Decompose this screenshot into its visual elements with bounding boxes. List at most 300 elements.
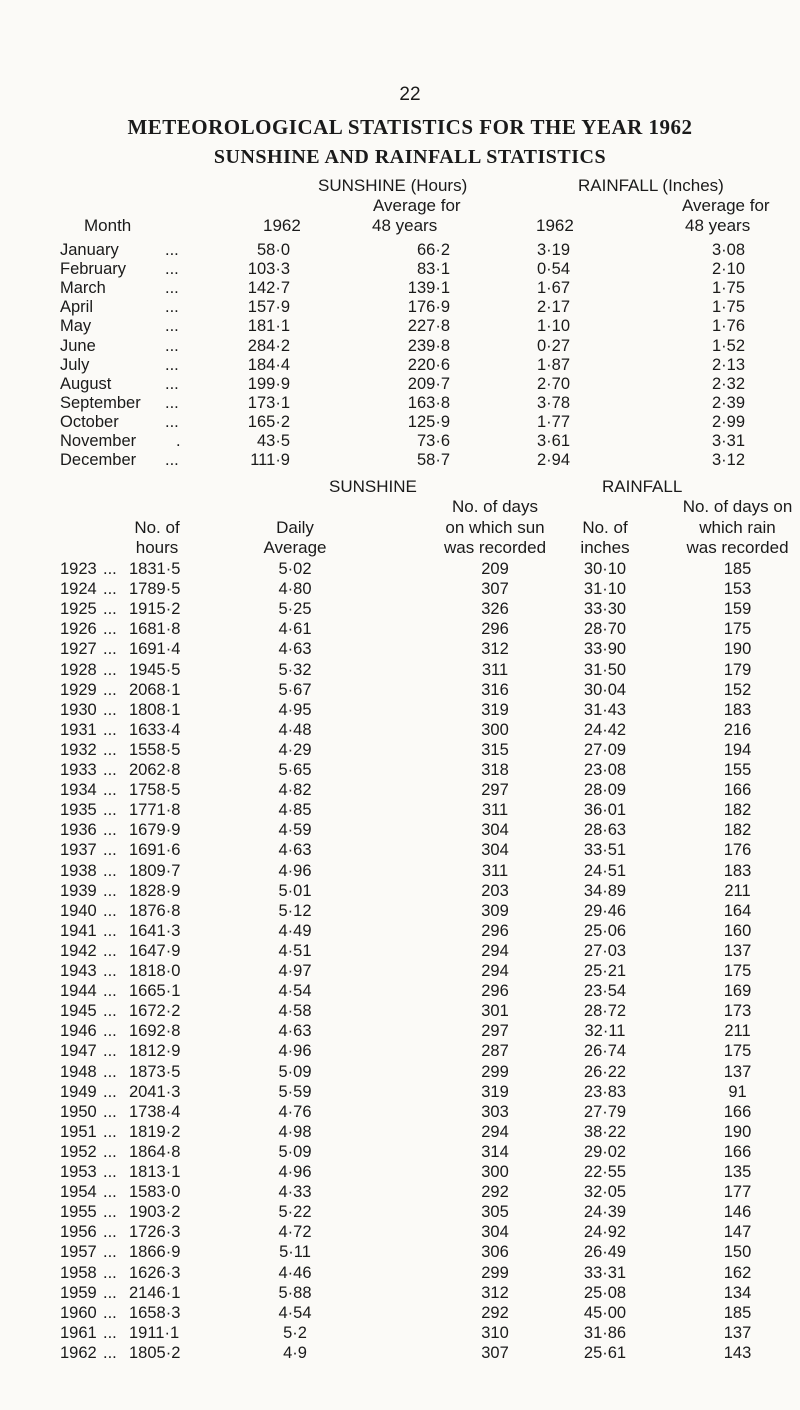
rainfall-1962-value: 3·19 — [536, 241, 570, 259]
rainfall-inches-value: 26·74 — [583, 1042, 627, 1061]
rain-days-value: 182 — [723, 821, 752, 840]
month-name: February — [60, 260, 127, 279]
year-label: 1933 — [60, 761, 97, 779]
rainfall-inches-value: 32·05 — [583, 1183, 627, 1202]
year-label: 1925 — [60, 600, 97, 619]
sun-days-value: 209 — [481, 560, 509, 578]
sunshine-hours-value: 1691·4 — [129, 640, 181, 659]
sunshine-average-value: 66·2 — [416, 241, 450, 259]
month-name: December — [60, 451, 137, 470]
monthly-sun-avg-header-bottom: 48 years — [372, 216, 438, 235]
leader-dots: ... — [103, 1343, 117, 1362]
sun-days-value: 203 — [481, 881, 509, 900]
sun-days-value: 316 — [481, 680, 509, 699]
leader-dots: ... — [103, 1303, 117, 1322]
rain-days-value: 155 — [723, 761, 752, 779]
sunshine-hours-value: 2062·8 — [129, 761, 181, 779]
leader-dots: ... — [103, 1002, 117, 1021]
rainfall-inches-value: 25·21 — [583, 962, 627, 980]
sunshine-hours-value: 1692·8 — [129, 1022, 181, 1041]
annual-rain-days-header-1: No. of days on — [682, 497, 793, 516]
sunshine-1962-value: 58·0 — [256, 241, 290, 259]
leader-dots: ... — [103, 1042, 117, 1061]
leader-dots: ... — [103, 1283, 117, 1302]
sunshine-hours-value: 1828·9 — [129, 881, 181, 900]
sunshine-hours-value: 1641·3 — [129, 921, 181, 940]
rainfall-1962-value: 0·54 — [536, 260, 570, 279]
rainfall-inches-value: 22·55 — [583, 1163, 627, 1181]
sun-days-value: 311 — [481, 861, 509, 880]
sunshine-hours-value: 1873·5 — [129, 1062, 181, 1081]
rain-days-value: 146 — [723, 1203, 752, 1222]
rain-days-value: 194 — [723, 740, 752, 759]
rain-days-value: 137 — [723, 1062, 752, 1081]
year-label: 1931 — [60, 720, 97, 739]
rainfall-average-value: 2·39 — [711, 393, 745, 412]
sunshine-1962-value: 43·5 — [256, 432, 290, 450]
annual-hours-header-1: No. of — [134, 518, 180, 537]
sunshine-hours-value: 1809·7 — [129, 861, 181, 880]
year-label: 1946 — [60, 1022, 97, 1041]
leader-dots: ... — [165, 279, 179, 298]
rainfall-average-value: 2·10 — [711, 260, 745, 279]
sunshine-hours-value: 1691·6 — [129, 841, 181, 860]
leader-dots: ... — [103, 620, 117, 639]
rainfall-inches-value: 33·51 — [583, 841, 627, 860]
daily-average-value: 4·76 — [278, 1102, 312, 1121]
daily-average-value: 4·96 — [278, 861, 312, 880]
rainfall-inches-value: 25·61 — [583, 1343, 627, 1362]
leader-dots: ... — [103, 1102, 117, 1121]
rainfall-average-value: 1·76 — [711, 317, 745, 336]
sunshine-average-value: 83·1 — [416, 260, 450, 279]
sun-days-value: 292 — [481, 1303, 509, 1322]
rainfall-1962-value: 2·94 — [536, 451, 570, 470]
sun-days-value: 304 — [481, 841, 509, 860]
sunshine-hours-value: 1738·4 — [129, 1102, 181, 1121]
annual-inches-header-2: inches — [580, 538, 630, 557]
year-label: 1928 — [60, 660, 97, 679]
rain-days-value: 173 — [723, 1002, 752, 1021]
annual-sun-days-header-3: was recorded — [443, 538, 547, 557]
leader-dots: ... — [165, 317, 179, 336]
rain-days-value: 166 — [723, 1102, 752, 1121]
year-label: 1951 — [60, 1122, 97, 1141]
leader-dots: ... — [103, 921, 117, 940]
leader-dots: ... — [103, 1223, 117, 1242]
leader-dots: ... — [103, 580, 117, 599]
sun-days-value: 301 — [481, 1002, 509, 1021]
year-label: 1949 — [60, 1082, 97, 1101]
rainfall-inches-value: 24·51 — [583, 861, 627, 880]
daily-average-value: 4·97 — [278, 962, 312, 980]
year-label: 1945 — [60, 1002, 97, 1021]
rainfall-1962-value: 1·10 — [536, 317, 570, 336]
rainfall-average-value: 2·32 — [711, 374, 745, 393]
daily-average-value: 4·46 — [278, 1263, 312, 1282]
daily-average-value: 5·32 — [278, 660, 312, 679]
sun-days-value: 296 — [481, 921, 509, 940]
rainfall-inches-value: 28·63 — [583, 821, 627, 840]
rain-days-value: 183 — [723, 861, 752, 880]
daily-average-value: 5·65 — [278, 761, 312, 779]
daily-average-value: 5·88 — [278, 1283, 312, 1302]
monthly-sun-1962-header: 1962 — [263, 216, 301, 235]
rainfall-inches-value: 27·03 — [583, 941, 627, 960]
year-label: 1943 — [60, 962, 97, 980]
sun-days-value: 312 — [481, 1283, 509, 1302]
leader-dots: ... — [103, 1062, 117, 1081]
rainfall-average-value: 1·75 — [711, 298, 745, 317]
rainfall-inches-value: 24·42 — [583, 720, 627, 739]
rainfall-inches-value: 23·08 — [583, 761, 627, 779]
rain-days-value: 135 — [723, 1163, 752, 1181]
year-label: 1930 — [60, 700, 97, 719]
rain-days-value: 150 — [723, 1243, 752, 1262]
year-label: 1939 — [60, 881, 97, 900]
sun-days-value: 309 — [481, 901, 509, 920]
leader-dots: ... — [165, 298, 179, 317]
annual-hours-header-2: hours — [135, 538, 179, 557]
sunshine-average-value: 239·8 — [407, 336, 450, 355]
sunshine-hours-value: 1818·0 — [129, 962, 181, 980]
sunshine-1962-value: 103·3 — [247, 260, 290, 279]
leader-dots: . — [176, 432, 181, 450]
sunshine-average-value: 209·7 — [407, 374, 450, 393]
rainfall-inches-value: 31·43 — [583, 700, 627, 719]
rainfall-inches-value: 27·09 — [583, 740, 627, 759]
sunshine-1962-value: 184·4 — [247, 355, 290, 374]
daily-average-value: 4·54 — [278, 1303, 312, 1322]
leader-dots: ... — [103, 1203, 117, 1222]
leader-dots: ... — [103, 1122, 117, 1141]
sunshine-hours-value: 1805·2 — [129, 1343, 181, 1362]
year-label: 1956 — [60, 1223, 97, 1242]
month-name: May — [60, 317, 92, 336]
leader-dots: ... — [103, 740, 117, 759]
year-label: 1947 — [60, 1042, 97, 1061]
page-title: METEOROLOGICAL STATISTICS FOR THE YEAR 1962 — [127, 115, 693, 139]
rainfall-inches-value: 32·11 — [584, 1022, 626, 1041]
rain-days-value: 177 — [723, 1183, 752, 1202]
year-label: 1952 — [60, 1142, 97, 1161]
sunshine-hours-value: 1758·5 — [129, 781, 181, 800]
sunshine-hours-value: 1726·3 — [129, 1223, 181, 1242]
rainfall-1962-value: 1·87 — [536, 355, 570, 374]
sunshine-hours-value: 1658·3 — [129, 1303, 181, 1322]
sunshine-1962-value: 157·9 — [247, 298, 290, 317]
rainfall-inches-value: 23·54 — [583, 982, 627, 1001]
sunshine-hours-value: 2041·3 — [129, 1082, 181, 1101]
rain-days-value: 137 — [723, 1323, 752, 1342]
sunshine-hours-value: 1583·0 — [129, 1183, 181, 1202]
rain-days-value: 175 — [723, 962, 752, 980]
daily-average-value: 4·82 — [278, 781, 312, 800]
year-label: 1937 — [60, 841, 97, 860]
monthly-rain-avg-header-top: Average for — [682, 196, 770, 215]
daily-average-value: 5·25 — [278, 600, 312, 619]
rainfall-inches-value: 31·10 — [583, 580, 627, 599]
year-label: 1936 — [60, 821, 97, 840]
daily-average-value: 5·11 — [279, 1243, 311, 1262]
leader-dots: ... — [103, 821, 117, 840]
rainfall-inches-value: 24·92 — [583, 1223, 627, 1242]
daily-average-value: 4·85 — [278, 801, 312, 820]
daily-average-value: 4·51 — [278, 941, 312, 960]
year-label: 1948 — [60, 1062, 97, 1081]
sun-days-value: 299 — [481, 1062, 509, 1081]
daily-average-value: 4·48 — [278, 720, 312, 739]
sun-days-value: 304 — [481, 1223, 509, 1242]
annual-sun-days-header-2: on which sun — [445, 518, 545, 537]
sunshine-hours-value: 1915·2 — [129, 600, 181, 619]
leader-dots: ... — [103, 1243, 117, 1262]
leader-dots: ... — [103, 680, 117, 699]
sunshine-1962-value: 199·9 — [247, 374, 290, 393]
rainfall-inches-value: 36·01 — [583, 801, 627, 820]
sunshine-average-value: 176·9 — [407, 298, 450, 317]
leader-dots: ... — [103, 1022, 117, 1041]
sunshine-hours-value: 1789·5 — [129, 580, 181, 599]
year-label: 1955 — [60, 1203, 97, 1222]
leader-dots: ... — [103, 1183, 117, 1202]
sun-days-value: 326 — [481, 600, 509, 619]
annual-rain-days-header-3: was recorded — [686, 538, 789, 557]
sunshine-1962-value: 165·2 — [247, 412, 290, 431]
sunshine-hours-value: 1626·3 — [129, 1263, 181, 1282]
year-label: 1929 — [60, 680, 97, 699]
year-label: 1935 — [60, 801, 97, 820]
rain-days-value: 152 — [723, 680, 752, 699]
sunshine-average-value: 220·6 — [407, 355, 450, 374]
leader-dots: ... — [103, 720, 117, 739]
monthly-sunshine-group-header: SUNSHINE (Hours) — [318, 176, 468, 195]
leader-dots: ... — [103, 640, 117, 659]
sunshine-hours-value: 1864·8 — [129, 1142, 181, 1161]
sun-days-value: 319 — [481, 700, 509, 719]
sun-days-value: 307 — [481, 1343, 509, 1362]
month-name: September — [60, 393, 141, 412]
daily-average-value: 4·63 — [278, 841, 312, 860]
leader-dots: ... — [103, 861, 117, 880]
sun-days-value: 312 — [481, 640, 509, 659]
rain-days-value: 143 — [723, 1343, 752, 1362]
daily-average-value: 5·2 — [283, 1323, 307, 1342]
rainfall-inches-value: 26·22 — [583, 1062, 627, 1081]
sun-days-value: 297 — [481, 1022, 509, 1041]
leader-dots: ... — [103, 600, 117, 619]
year-label: 1962 — [60, 1343, 97, 1362]
rainfall-1962-value: 3·78 — [536, 393, 570, 412]
daily-average-value: 5·12 — [278, 901, 312, 920]
rain-days-value: 175 — [723, 1042, 752, 1061]
rain-days-value: 153 — [723, 580, 752, 599]
sun-days-value: 303 — [481, 1102, 509, 1121]
monthly-rain-1962-header: 1962 — [536, 216, 574, 235]
annual-rainfall-group-header: RAINFALL — [602, 477, 683, 496]
sunshine-hours-value: 1876·8 — [129, 901, 181, 920]
year-label: 1927 — [60, 640, 97, 659]
rainfall-average-value: 3·08 — [711, 241, 745, 259]
rainfall-inches-value: 33·30 — [583, 600, 627, 619]
rainfall-inches-value: 28·09 — [583, 781, 627, 800]
daily-average-value: 4·98 — [278, 1122, 312, 1141]
rain-days-value: 211 — [724, 881, 751, 900]
rainfall-1962-value: 2·70 — [536, 374, 570, 393]
daily-average-value: 4·49 — [278, 921, 312, 940]
sun-days-value: 300 — [481, 1163, 509, 1181]
year-label: 1960 — [60, 1303, 97, 1322]
sun-days-value: 300 — [481, 720, 509, 739]
sunshine-hours-value: 2146·1 — [129, 1283, 181, 1302]
daily-average-value: 4·59 — [278, 821, 312, 840]
sunshine-average-value: 73·6 — [416, 432, 450, 450]
sun-days-value: 314 — [481, 1142, 509, 1161]
leader-dots: ... — [103, 560, 117, 578]
leader-dots: ... — [165, 355, 179, 374]
rainfall-average-value: 1·52 — [711, 336, 745, 355]
sunshine-hours-value: 1812·9 — [129, 1042, 181, 1061]
rainfall-inches-value: 28·70 — [583, 620, 627, 639]
daily-average-value: 4·9 — [283, 1343, 307, 1362]
sunshine-hours-value: 1771·8 — [129, 801, 181, 820]
rainfall-1962-value: 1·67 — [536, 279, 570, 298]
sunshine-hours-value: 1558·5 — [129, 740, 181, 759]
month-name: March — [60, 279, 106, 298]
rainfall-average-value: 2·99 — [711, 412, 745, 431]
rain-days-value: 169 — [723, 982, 752, 1001]
sun-days-value: 311 — [481, 660, 509, 679]
annual-sunshine-group-header: SUNSHINE — [329, 477, 417, 496]
page-subtitle: SUNSHINE AND RAINFALL STATISTICS — [213, 146, 607, 168]
sunshine-hours-value: 1647·9 — [129, 941, 181, 960]
rain-days-value: 137 — [723, 941, 752, 960]
daily-average-value: 5·09 — [278, 1062, 312, 1081]
rain-days-value: 176 — [723, 841, 752, 860]
daily-average-value: 4·33 — [278, 1183, 312, 1202]
monthly-month-header: Month — [84, 216, 132, 235]
sun-days-value: 294 — [481, 962, 509, 980]
sunshine-hours-value: 1681·8 — [129, 620, 181, 639]
monthly-sun-avg-header-top: Average for — [373, 196, 461, 215]
sunshine-hours-value: 2068·1 — [129, 680, 181, 699]
leader-dots: ... — [165, 374, 179, 393]
daily-average-value: 4·29 — [278, 740, 312, 759]
year-label: 1958 — [60, 1263, 97, 1282]
leader-dots: ... — [103, 982, 117, 1001]
month-name: July — [60, 355, 90, 374]
sunshine-hours-value: 1633·4 — [129, 720, 181, 739]
sun-days-value: 299 — [481, 1263, 509, 1282]
sunshine-1962-value: 181·1 — [247, 317, 290, 336]
rainfall-inches-value: 31·86 — [583, 1323, 627, 1342]
year-label: 1926 — [60, 620, 97, 639]
annual-sun-days-header-1: No. of days — [452, 497, 538, 516]
rainfall-1962-value: 2·17 — [536, 298, 570, 317]
rainfall-inches-value: 45·00 — [583, 1303, 627, 1322]
daily-average-value: 5·59 — [278, 1082, 312, 1101]
daily-average-value: 4·95 — [278, 700, 312, 719]
leader-dots: ... — [165, 393, 179, 412]
sunshine-1962-value: 173·1 — [247, 393, 290, 412]
leader-dots: ... — [103, 901, 117, 920]
rain-days-value: 185 — [723, 1303, 752, 1322]
sun-days-value: 315 — [481, 740, 509, 759]
rain-days-value: 134 — [723, 1283, 752, 1302]
sunshine-average-value: 163·8 — [407, 393, 450, 412]
leader-dots: ... — [103, 1142, 117, 1161]
year-label: 1932 — [60, 740, 97, 759]
leader-dots: ... — [103, 1263, 117, 1282]
year-label: 1940 — [60, 901, 97, 920]
year-label: 1950 — [60, 1102, 97, 1121]
rain-days-value: 147 — [723, 1223, 752, 1242]
sun-days-value: 296 — [481, 982, 509, 1001]
rain-days-value: 164 — [723, 901, 752, 920]
rainfall-inches-value: 25·08 — [583, 1283, 627, 1302]
rainfall-inches-value: 30·10 — [583, 560, 627, 578]
sunshine-average-value: 139·1 — [407, 279, 450, 298]
sunshine-average-value: 58·7 — [416, 451, 450, 470]
sunshine-1962-value: 142·7 — [247, 279, 290, 298]
rainfall-average-value: 2·13 — [711, 355, 745, 374]
month-name: October — [60, 412, 119, 431]
year-label: 1942 — [60, 941, 97, 960]
rainfall-inches-value: 31·50 — [583, 660, 627, 679]
year-label: 1941 — [60, 921, 97, 940]
sunshine-hours-value: 1831·5 — [129, 560, 181, 578]
rainfall-inches-value: 24·39 — [583, 1203, 627, 1222]
daily-average-value: 4·72 — [278, 1223, 312, 1242]
sunshine-hours-value: 1665·1 — [129, 982, 181, 1001]
month-name: April — [60, 298, 94, 317]
sun-days-value: 318 — [481, 761, 509, 779]
leader-dots: ... — [103, 1163, 117, 1181]
sunshine-hours-value: 1866·9 — [129, 1243, 181, 1262]
sunshine-hours-value: 1819·2 — [129, 1122, 181, 1141]
sunshine-hours-value: 1945·5 — [129, 660, 181, 679]
leader-dots: ... — [103, 962, 117, 980]
daily-average-value: 4·58 — [278, 1002, 312, 1021]
sunshine-hours-value: 1903·2 — [129, 1203, 181, 1222]
daily-average-value: 4·96 — [278, 1163, 312, 1181]
month-name: June — [60, 336, 96, 355]
rain-days-value: 166 — [723, 1142, 752, 1161]
sun-days-value: 304 — [481, 821, 509, 840]
leader-dots: ... — [103, 700, 117, 719]
rain-days-value: 166 — [723, 781, 752, 800]
daily-average-value: 4·80 — [278, 580, 312, 599]
year-label: 1959 — [60, 1283, 97, 1302]
sunshine-hours-value: 1672·2 — [129, 1002, 181, 1021]
rainfall-average-value: 3·12 — [711, 451, 745, 470]
sun-days-value: 307 — [481, 580, 509, 599]
sunshine-hours-value: 1808·1 — [129, 700, 181, 719]
leader-dots: ... — [103, 941, 117, 960]
daily-average-value: 4·63 — [278, 1022, 312, 1041]
rainfall-inches-value: 28·72 — [583, 1002, 627, 1021]
daily-average-value: 5·09 — [278, 1142, 312, 1161]
year-label: 1938 — [60, 861, 97, 880]
daily-average-value: 4·63 — [278, 640, 312, 659]
sun-days-value: 311 — [481, 801, 509, 820]
rain-days-value: 190 — [723, 1122, 752, 1141]
sun-days-value: 306 — [481, 1243, 509, 1262]
annual-inches-header-1: No. of — [582, 518, 628, 537]
sun-days-value: 294 — [481, 1122, 509, 1141]
rain-days-value: 211 — [724, 1022, 751, 1041]
year-label: 1957 — [60, 1243, 97, 1262]
